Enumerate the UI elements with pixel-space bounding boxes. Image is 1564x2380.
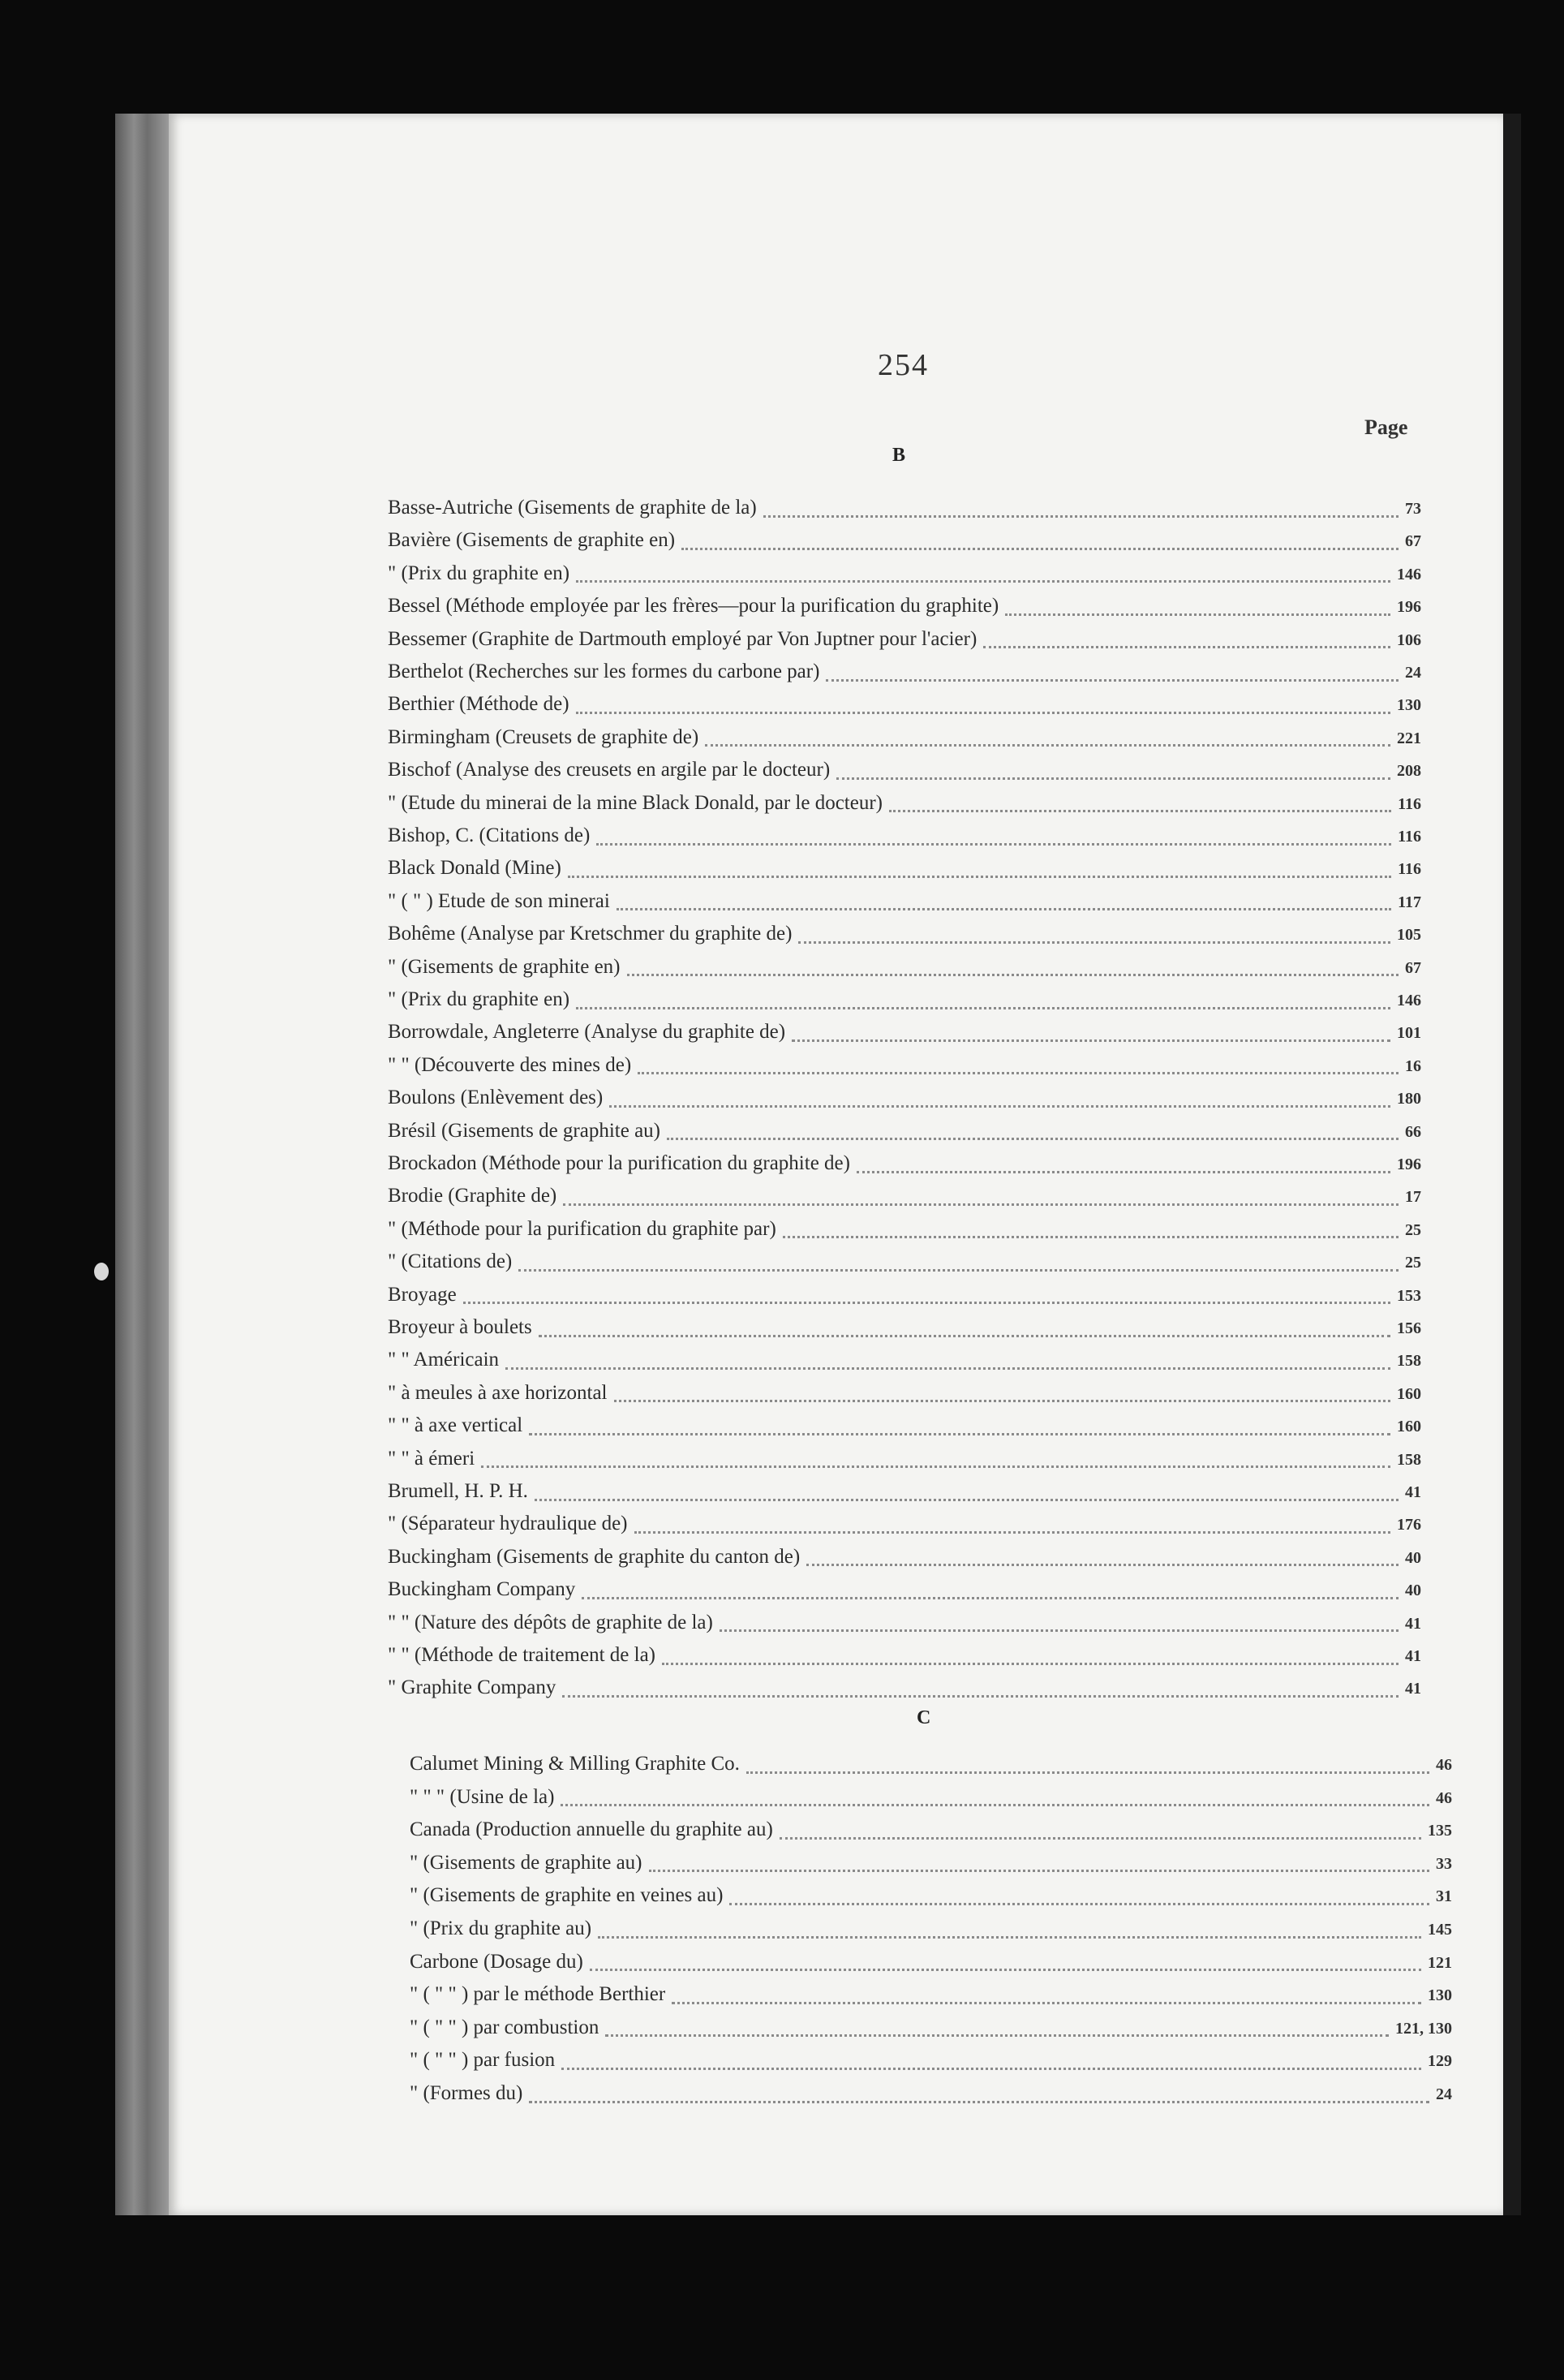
- index-entry: [410, 1818, 1452, 1848]
- entry-page-number: 160: [1397, 1384, 1421, 1403]
- entry-page-number: 46: [1436, 1756, 1452, 1774]
- entry-text: Broyeur à boulets: [388, 1316, 532, 1338]
- entry-page-number: 46: [1436, 1788, 1452, 1807]
- entry-page-number: 221: [1397, 729, 1421, 747]
- entry-text: Bessemer (Graphite de Dartmouth employé par Von Juptner pour l'acier): [388, 627, 978, 650]
- index-entry: [410, 1983, 1452, 2012]
- index-entry: [388, 1414, 1421, 1444]
- leader-dots: [627, 974, 1399, 976]
- entry-text: " ( " ) Etude de son minerai: [388, 889, 610, 912]
- entry-page-number: 40: [1405, 1582, 1421, 1600]
- entry-page-number: 101: [1397, 1024, 1421, 1043]
- page-column-header: Page: [1364, 415, 1408, 439]
- entry-text: Bohême (Analyse par Kretschmer du graphite de): [388, 923, 793, 945]
- entry-page-number: 145: [1428, 1921, 1452, 1939]
- entry-text: Bischof (Analyse des creusets en argile par le docteur): [388, 759, 831, 781]
- leader-dots: [596, 843, 1391, 846]
- leader-dots: [582, 1597, 1399, 1599]
- entry-page-number: 24: [1405, 664, 1421, 682]
- leader-dots: [561, 1804, 1429, 1806]
- entry-text: " " à émeri: [388, 1447, 475, 1470]
- entry-page-number: 25: [1405, 1254, 1421, 1272]
- index-entry: [388, 1316, 1421, 1345]
- entry-page-number: 180: [1397, 1090, 1421, 1108]
- entry-text: Calumet Mining & Milling Graphite Co.: [410, 1753, 740, 1775]
- entry-page-number: 116: [1398, 794, 1421, 813]
- entry-text: " (Séparateur hydraulique de): [388, 1513, 628, 1535]
- index-entry: [388, 595, 1421, 624]
- index-entry: [388, 824, 1421, 854]
- index-entry: [410, 1917, 1452, 1947]
- entry-page-number: 41: [1405, 1483, 1421, 1501]
- leader-dots: [535, 1499, 1399, 1501]
- entry-page-number: 146: [1397, 992, 1421, 1009]
- index-entry: [388, 693, 1421, 722]
- leader-dots: [617, 908, 1391, 910]
- entry-page-number: 66: [1405, 1122, 1421, 1141]
- entry-page-number: 158: [1397, 1450, 1421, 1469]
- entry-page-number: 160: [1397, 1418, 1421, 1436]
- leader-dots: [798, 941, 1390, 944]
- entry-page-number: 67: [1405, 958, 1421, 977]
- entry-page-number: 41: [1405, 1614, 1421, 1633]
- index-entry: [388, 1185, 1421, 1214]
- leader-dots: [561, 2068, 1421, 2070]
- leader-dots: [481, 1465, 1390, 1468]
- leader-dots: [539, 1335, 1390, 1337]
- index-entry: [388, 726, 1421, 755]
- section-letter: B: [892, 445, 906, 466]
- entry-text: Canada (Production annuelle du graphite au): [410, 1818, 773, 1841]
- leader-dots: [598, 1936, 1421, 1939]
- entry-text: " à meules à axe horizontal: [388, 1381, 608, 1404]
- entry-text: " (Prix du graphite en): [388, 988, 570, 1010]
- leader-dots: [783, 1236, 1399, 1238]
- leader-dots: [983, 646, 1390, 648]
- leader-dots: [780, 1837, 1421, 1840]
- entry-text: Bavière (Gisements de graphite en): [388, 529, 676, 552]
- index-entry: [388, 857, 1421, 886]
- entry-text: " (Gisements de graphite en): [388, 955, 621, 978]
- leader-dots: [609, 1105, 1390, 1108]
- entry-page-number: 129: [1428, 2052, 1452, 2071]
- entry-page-number: 121, 130: [1395, 2019, 1452, 2038]
- book-binding: [115, 114, 169, 2215]
- index-entry: [410, 1753, 1452, 1782]
- leader-dots: [826, 679, 1399, 682]
- index-entry: [388, 1513, 1421, 1542]
- index-entry: [388, 1054, 1421, 1083]
- leader-dots: [505, 1367, 1390, 1370]
- entry-text: " (Méthode pour la purification du graphite par): [388, 1217, 776, 1240]
- entry-text: " ( " " ) par combustion: [410, 2016, 599, 2038]
- entry-text: Buckingham Company: [388, 1578, 576, 1601]
- leader-dots: [638, 1072, 1399, 1074]
- leader-dots: [806, 1564, 1399, 1566]
- entry-page-number: 121: [1428, 1953, 1452, 1972]
- entry-text: " (Gisements de graphite en veines au): [410, 1884, 724, 1907]
- leader-dots: [568, 876, 1391, 878]
- index-entry: [388, 497, 1421, 526]
- entry-text: Berthelot (Recherches sur les formes du carbone par): [388, 661, 820, 682]
- entry-page-number: 176: [1397, 1516, 1421, 1534]
- leader-dots: [605, 2034, 1389, 2037]
- entry-page-number: 196: [1397, 1156, 1421, 1173]
- leader-dots: [518, 1269, 1399, 1272]
- leader-dots: [746, 1771, 1429, 1774]
- entry-text: " ( " " ) par le méthode Berthier: [410, 1983, 666, 2006]
- leader-dots: [857, 1171, 1390, 1173]
- index-entry: [410, 1951, 1452, 1980]
- entry-text: " " (Nature des dépôts de graphite de la): [388, 1611, 713, 1633]
- index-entry: [388, 923, 1421, 952]
- entry-text: Brodie (Graphite de): [388, 1185, 557, 1207]
- index-entry: [388, 1676, 1421, 1706]
- index-entry: [388, 1021, 1421, 1050]
- index-entry: [388, 1284, 1421, 1313]
- leader-dots: [576, 1007, 1390, 1009]
- leader-dots: [576, 712, 1390, 714]
- index-entry: [388, 661, 1421, 690]
- entry-page-number: 106: [1397, 631, 1421, 649]
- entry-text: Broyage: [388, 1283, 457, 1306]
- leader-dots: [729, 1903, 1429, 1905]
- entry-page-number: 156: [1397, 1319, 1421, 1337]
- leader-dots: [529, 2101, 1429, 2103]
- entry-page-number: 130: [1428, 1986, 1452, 2005]
- entry-text: Bishop, C. (Citations de): [388, 824, 591, 846]
- entry-page-number: 41: [1405, 1680, 1421, 1698]
- leader-dots: [529, 1433, 1390, 1435]
- index-entry: [388, 1578, 1421, 1607]
- margin-mark: [94, 1263, 109, 1280]
- entry-text: Brumell, H. P. H.: [388, 1480, 528, 1502]
- entry-page-number: 41: [1405, 1647, 1421, 1665]
- entry-page-number: 105: [1397, 926, 1421, 945]
- entry-page-number: 135: [1428, 1822, 1452, 1840]
- entry-page-number: 208: [1397, 762, 1421, 781]
- index-entry: [410, 1852, 1452, 1881]
- index-entry: [388, 1448, 1421, 1477]
- entry-page-number: 117: [1398, 893, 1421, 911]
- entry-text: Brockadon (Méthode pour la purification du graphite de): [388, 1152, 850, 1174]
- leader-dots: [836, 777, 1390, 780]
- entry-text: " (Prix du graphite au): [410, 1917, 592, 1939]
- entry-page-number: 31: [1436, 1887, 1452, 1906]
- entry-text: Black Donald (Mine): [388, 857, 561, 880]
- entry-text: " " " (Usine de la): [410, 1785, 555, 1808]
- leader-dots: [563, 1203, 1399, 1206]
- entry-page-number: 146: [1397, 565, 1421, 583]
- index-entry: [388, 1382, 1421, 1411]
- entry-page-number: 130: [1397, 696, 1421, 715]
- leader-dots: [614, 1400, 1390, 1402]
- index-entry: [410, 2016, 1452, 2046]
- leader-dots: [634, 1531, 1391, 1534]
- index-entry: [388, 529, 1421, 558]
- entry-text: Brésil (Gisements de graphite au): [388, 1119, 661, 1142]
- leader-dots: [720, 1629, 1399, 1632]
- index-entry: [388, 562, 1421, 592]
- entry-text: " " (Découverte des mines de): [388, 1053, 632, 1076]
- entry-page-number: 25: [1405, 1220, 1421, 1239]
- section-letter: C: [917, 1707, 931, 1728]
- entry-page-number: 73: [1405, 500, 1421, 518]
- entry-text: " " Américain: [388, 1349, 500, 1371]
- entry-text: " " (Méthode de traitement de la): [388, 1644, 656, 1666]
- index-entry: [388, 1546, 1421, 1575]
- leader-dots: [662, 1663, 1399, 1665]
- index-entry: [388, 956, 1421, 985]
- index-entry: [388, 1644, 1421, 1673]
- index-entry: [388, 1349, 1421, 1378]
- entry-page-number: 40: [1405, 1548, 1421, 1567]
- entry-page-number: 24: [1436, 2085, 1452, 2103]
- entry-page-number: 196: [1397, 598, 1421, 617]
- index-entry: [410, 2082, 1452, 2111]
- index-entry: [410, 2049, 1452, 2078]
- entry-text: " Graphite Company: [388, 1676, 556, 1699]
- leader-dots: [649, 1870, 1430, 1872]
- entry-text: Bessel (Méthode employée par les frères—pour la purification du graphite): [388, 595, 999, 618]
- leader-dots: [562, 1695, 1399, 1698]
- index-entry: [388, 1087, 1421, 1116]
- entry-text: " ( " " ) par fusion: [410, 2049, 556, 2072]
- entry-text: Carbone (Dosage du): [410, 1950, 583, 1973]
- leader-dots: [667, 1138, 1399, 1140]
- entry-text: " " à axe vertical: [388, 1414, 523, 1437]
- entry-page-number: 17: [1405, 1188, 1421, 1207]
- entry-page-number: 158: [1397, 1352, 1421, 1371]
- leader-dots: [681, 548, 1399, 550]
- index-entry: [388, 1218, 1421, 1247]
- index-entry: [388, 792, 1421, 821]
- index-entry: [388, 1120, 1421, 1149]
- entry-text: Basse-Autriche (Gisements de graphite de la): [388, 497, 757, 519]
- leader-dots: [763, 515, 1399, 518]
- leader-dots: [463, 1302, 1390, 1304]
- entry-page-number: 116: [1398, 860, 1421, 879]
- index-entry: [388, 1480, 1421, 1509]
- entry-text: " (Etude du minerai de la mine Black Donald, par le docteur): [388, 791, 883, 814]
- entry-text: Birmingham (Creusets de graphite de): [388, 725, 699, 748]
- page-number: 254: [878, 348, 929, 382]
- leader-dots: [590, 1969, 1421, 1971]
- index-entry: [388, 1612, 1421, 1641]
- index-entry: [388, 1250, 1421, 1280]
- entry-text: Buckingham (Gisements de graphite du canton de): [388, 1545, 801, 1568]
- entry-page-number: 67: [1405, 532, 1421, 551]
- entry-page-number: 16: [1405, 1057, 1421, 1075]
- entry-page-number: 153: [1397, 1286, 1421, 1305]
- entry-page-number: 33: [1436, 1854, 1452, 1873]
- index-entry: [388, 759, 1421, 788]
- entry-text: Berthier (Méthode de): [388, 693, 569, 716]
- entry-page-number: 116: [1398, 828, 1421, 846]
- index-entry: [410, 1786, 1452, 1815]
- leader-dots: [705, 744, 1390, 747]
- leader-dots: [889, 810, 1391, 812]
- page-edge-shadow: [1503, 114, 1521, 2215]
- index-entry: [388, 628, 1421, 657]
- index-entry: [388, 1152, 1421, 1181]
- entry-text: Borrowdale, Angleterre (Analyse du graphite de): [388, 1021, 786, 1044]
- entry-text: " (Prix du graphite en): [388, 562, 570, 584]
- index-entry: [388, 988, 1421, 1018]
- leader-dots: [792, 1039, 1390, 1042]
- entry-text: " (Gisements de graphite au): [410, 1851, 642, 1874]
- entry-text: " (Formes du): [410, 2082, 523, 2104]
- leader-dots: [672, 2002, 1421, 2004]
- leader-dots: [1005, 613, 1390, 616]
- entry-text: Boulons (Enlèvement des): [388, 1087, 604, 1109]
- index-entry: [410, 1884, 1452, 1913]
- entry-text: " (Citations de): [388, 1250, 513, 1273]
- index-entry: [388, 890, 1421, 919]
- leader-dots: [576, 580, 1390, 583]
